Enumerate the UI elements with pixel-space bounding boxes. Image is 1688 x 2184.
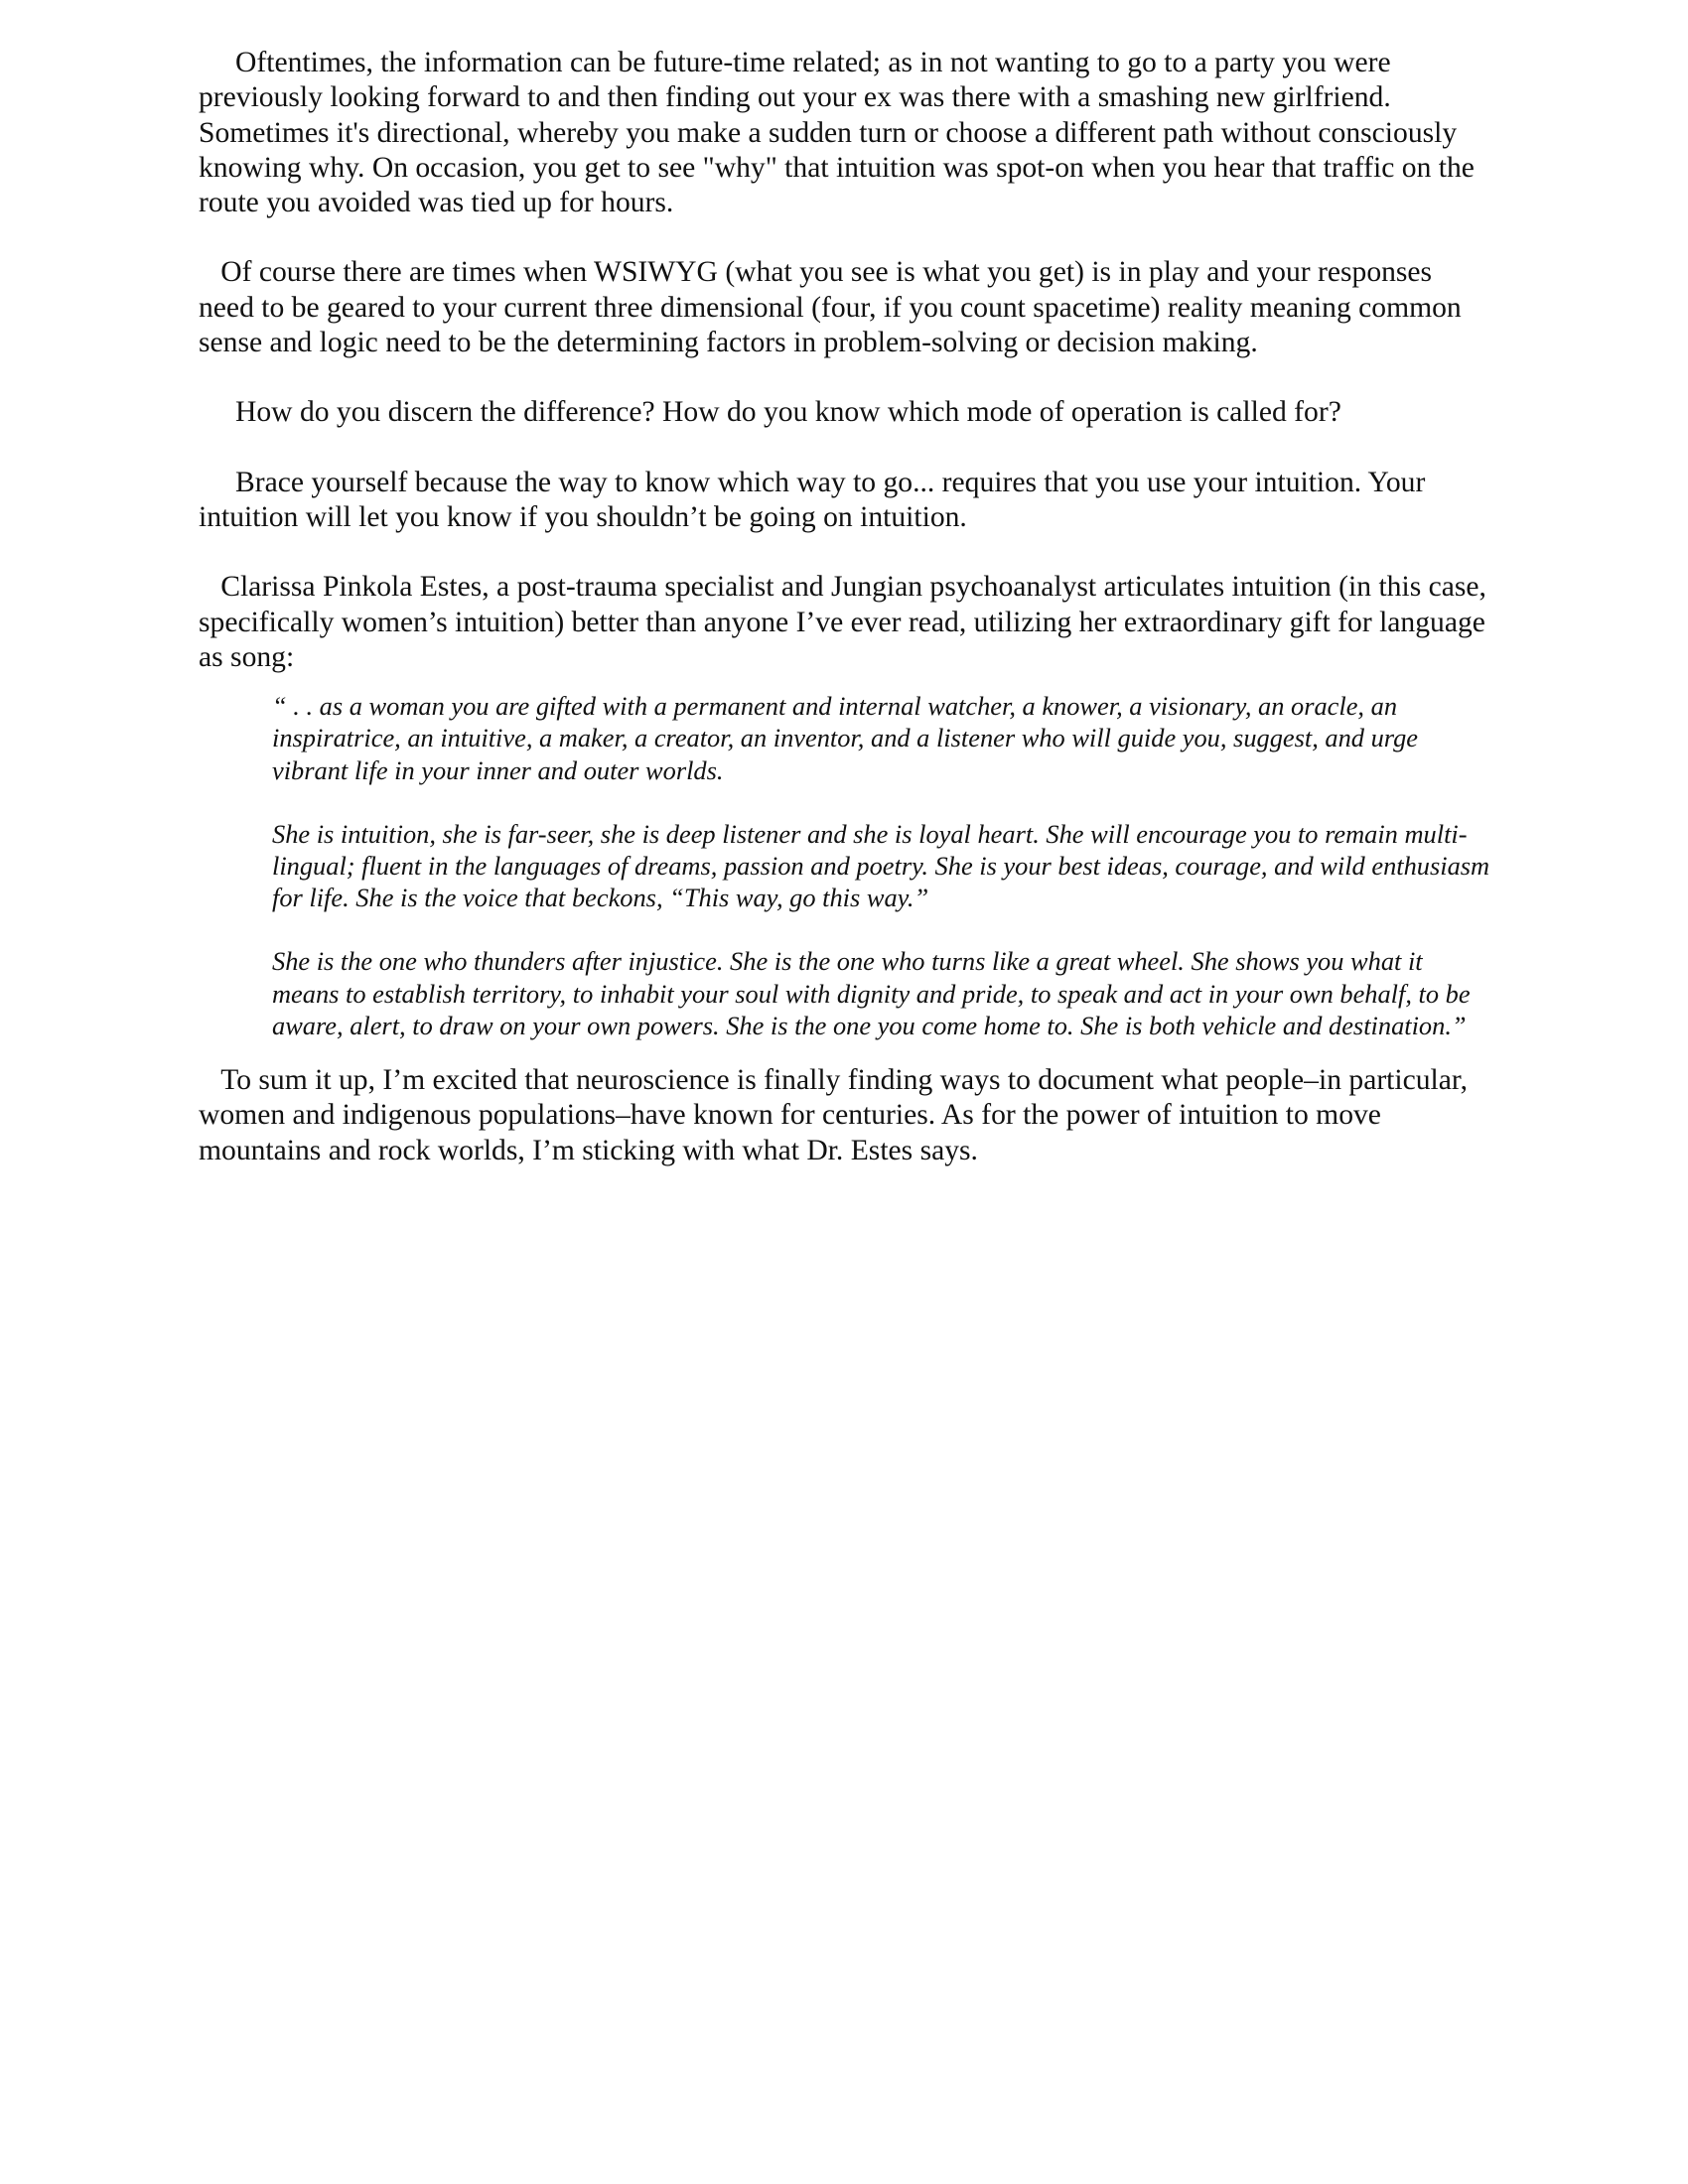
paragraph-future-time: Oftentimes, the information can be future-time related; as in not wanting to go to a party you were previously looking forward to and then finding out your ex was there with a smashing new girlfriend. Sometimes it's directional, whereby you make a sudden turn or choose a different path without consciously knowing why. On occasion, you get to see "why" that intuition was spot-on when you hear that traffic on the route you avoided was tied up for hours. — [199, 47, 1482, 219]
quote-paragraph-watcher: “ . . as a woman you are gifted with a permanent and internal watcher, a knower, a visionary, an oracle, an inspiratrice, an intuitive, a maker, a creator, an inventor, and a listener who will guide you, suggest, and urge vibrant life in your inner and outer worlds. — [272, 691, 1425, 785]
paragraph-sum-it-up: To sum it up, I’m excited that neuroscience is finally finding ways to document what people–in particular, women and indigenous populations–have known for centuries. As for the power of intuition to move mountains and rock worlds, I’m sticking with what Dr. Estes says. — [199, 1063, 1476, 1166]
quote-paragraph-intuition: She is intuition, she is far-seer, she is deep listener and she is loyal heart. She will encourage you to remain multi-lingual; fluent in the languages of dreams, passion and poetry. She is your best ideas, courage, and wild enthusiasm for life. She is the voice that beckons, “This way, go this way.” — [272, 818, 1496, 913]
page-body — [199, 46, 1496, 1203]
quote-paragraph-injustice: She is the one who thunders after injustice. She is the one who turns like a great wheel. She shows you what it means to establish territory, to inhabit your soul with dignity and pride, to speak and act in your own behalf, to be aware, alert, to draw on your own powers. She is the one you come home to. She is both vehicle and destination.” — [272, 946, 1477, 1040]
paragraph-discern-question: How do you discern the difference? How do you know which mode of operation is called for? — [199, 396, 1341, 429]
paragraph-wsiwyg: Of course there are times when WSIWYG (what you see is what you get) is in play and your responses need to be geared to your current three dimensional (four, if you count spacetime) reality meaning common sense and logic need to be the determining factors in problem-solving or decision making. — [199, 256, 1470, 359]
paragraph-brace-yourself: Brace yourself because the way to know which way to go... requires that you use your intuition. Your intuition will let you know if you shouldn’t be going on intuition. — [199, 466, 1433, 533]
paragraph-clarissa-estes: Clarissa Pinkola Estes, a post-trauma specialist and Jungian psychoanalyst articulates intuition (in this case, specifically women’s intuition) better than anyone I’ve ever read, utilizing her extraordinary gift for language as song: — [199, 571, 1494, 673]
block-quote — [272, 690, 1496, 1041]
